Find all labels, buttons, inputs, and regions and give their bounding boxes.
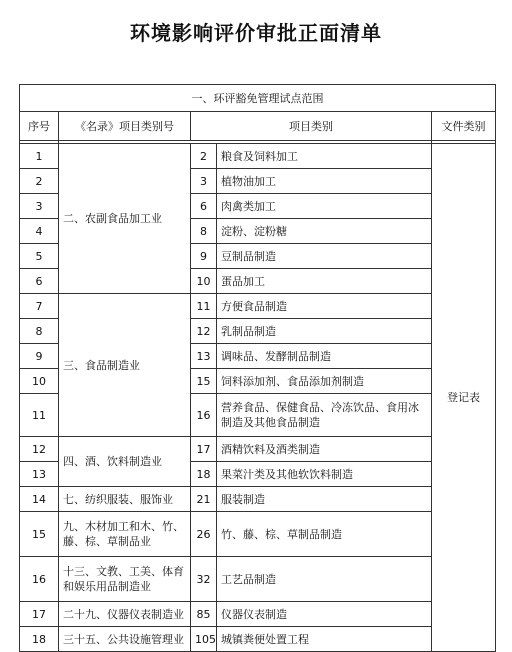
- category-name: 方便食品制造: [217, 294, 432, 319]
- section-title: 一、环评豁免管理试点范围: [20, 85, 496, 112]
- header-doc-type: 文件类别: [432, 112, 496, 141]
- category-name: 豆制品制造: [217, 244, 432, 269]
- category-code: 9: [191, 244, 217, 269]
- row-number: 6: [20, 269, 59, 294]
- row-number: 14: [20, 487, 59, 512]
- row-number: 7: [20, 294, 59, 319]
- mulu-category: 九、木材加工和木、竹、藤、棕、草制品业: [59, 512, 191, 557]
- row-number: 3: [20, 194, 59, 219]
- category-code: 21: [191, 487, 217, 512]
- row-number: 12: [20, 437, 59, 462]
- category-code: 85: [191, 602, 217, 627]
- table-row: [20, 487, 496, 512]
- mulu-category: 三、食品制造业: [59, 294, 191, 437]
- table-row: [20, 437, 496, 462]
- mulu-category: 四、酒、饮料制造业: [59, 437, 191, 487]
- category-code: 18: [191, 462, 217, 487]
- category-name: 蛋品加工: [217, 269, 432, 294]
- doc-type-value: 登记表: [432, 144, 496, 652]
- header-row: [20, 112, 496, 141]
- table-row: [20, 294, 496, 319]
- table-body: [20, 85, 496, 652]
- row-number: 16: [20, 557, 59, 602]
- row-number: 10: [20, 369, 59, 394]
- category-code: 15: [191, 369, 217, 394]
- category-code: 32: [191, 557, 217, 602]
- category-code: 12: [191, 319, 217, 344]
- mulu-category: 七、纺织服装、服饰业: [59, 487, 191, 512]
- category-name: 果菜汁类及其他软饮料制造: [217, 462, 432, 487]
- category-code: 11: [191, 294, 217, 319]
- category-name: 肉禽类加工: [217, 194, 432, 219]
- category-name: 粮食及饲料加工: [217, 144, 432, 169]
- category-code: 17: [191, 437, 217, 462]
- row-number: 11: [20, 394, 59, 437]
- row-number: 1: [20, 144, 59, 169]
- header-mulu: 《名录》项目类别号: [59, 112, 191, 141]
- row-number: 8: [20, 319, 59, 344]
- category-code: 13: [191, 344, 217, 369]
- table-row: [20, 144, 496, 169]
- header-no: 序号: [20, 112, 59, 141]
- category-name: 植物油加工: [217, 169, 432, 194]
- category-code: 8: [191, 219, 217, 244]
- category-name: 调味品、发酵制品制造: [217, 344, 432, 369]
- row-number: 13: [20, 462, 59, 487]
- table-row: [20, 627, 496, 652]
- category-name: 乳制品制造: [217, 319, 432, 344]
- category-code: 2: [191, 144, 217, 169]
- row-number: 4: [20, 219, 59, 244]
- mulu-category: 二、农副食品加工业: [59, 144, 191, 294]
- category-name: 营养食品、保健食品、冷冻饮品、食用冰制造及其他食品制造: [217, 394, 432, 437]
- category-name: 竹、藤、棕、草制品制造: [217, 512, 432, 557]
- page-title: 环境影响评价审批正面清单: [130, 21, 382, 45]
- mulu-category: 十三、文教、工美、体育和娱乐用品制造业: [59, 557, 191, 602]
- row-number: 15: [20, 512, 59, 557]
- section-title-row: [20, 85, 496, 112]
- table-row: [20, 512, 496, 557]
- category-code: 6: [191, 194, 217, 219]
- row-number: 2: [20, 169, 59, 194]
- approval-list-table: [19, 84, 496, 652]
- category-name: 城镇粪便处置工程: [217, 627, 432, 652]
- category-code: 3: [191, 169, 217, 194]
- category-name: 淀粉、淀粉糖: [217, 219, 432, 244]
- mulu-category: 二十九、仪器仪表制造业: [59, 602, 191, 627]
- row-number: 9: [20, 344, 59, 369]
- row-number: 5: [20, 244, 59, 269]
- category-code: 16: [191, 394, 217, 437]
- category-name: 仪器仪表制造: [217, 602, 432, 627]
- mulu-category: 三十五、公共设施管理业: [59, 627, 191, 652]
- category-name: 服装制造: [217, 487, 432, 512]
- table-row: [20, 557, 496, 602]
- header-category: 项目类别: [191, 112, 432, 141]
- category-code: 105: [191, 627, 217, 652]
- category-code: 10: [191, 269, 217, 294]
- category-code: 26: [191, 512, 217, 557]
- row-number: 17: [20, 602, 59, 627]
- category-name: 饲料添加剂、食品添加剂制造: [217, 369, 432, 394]
- category-name: 工艺品制造: [217, 557, 432, 602]
- category-name: 酒精饮料及酒类制造: [217, 437, 432, 462]
- row-number: 18: [20, 627, 59, 652]
- table-row: [20, 602, 496, 627]
